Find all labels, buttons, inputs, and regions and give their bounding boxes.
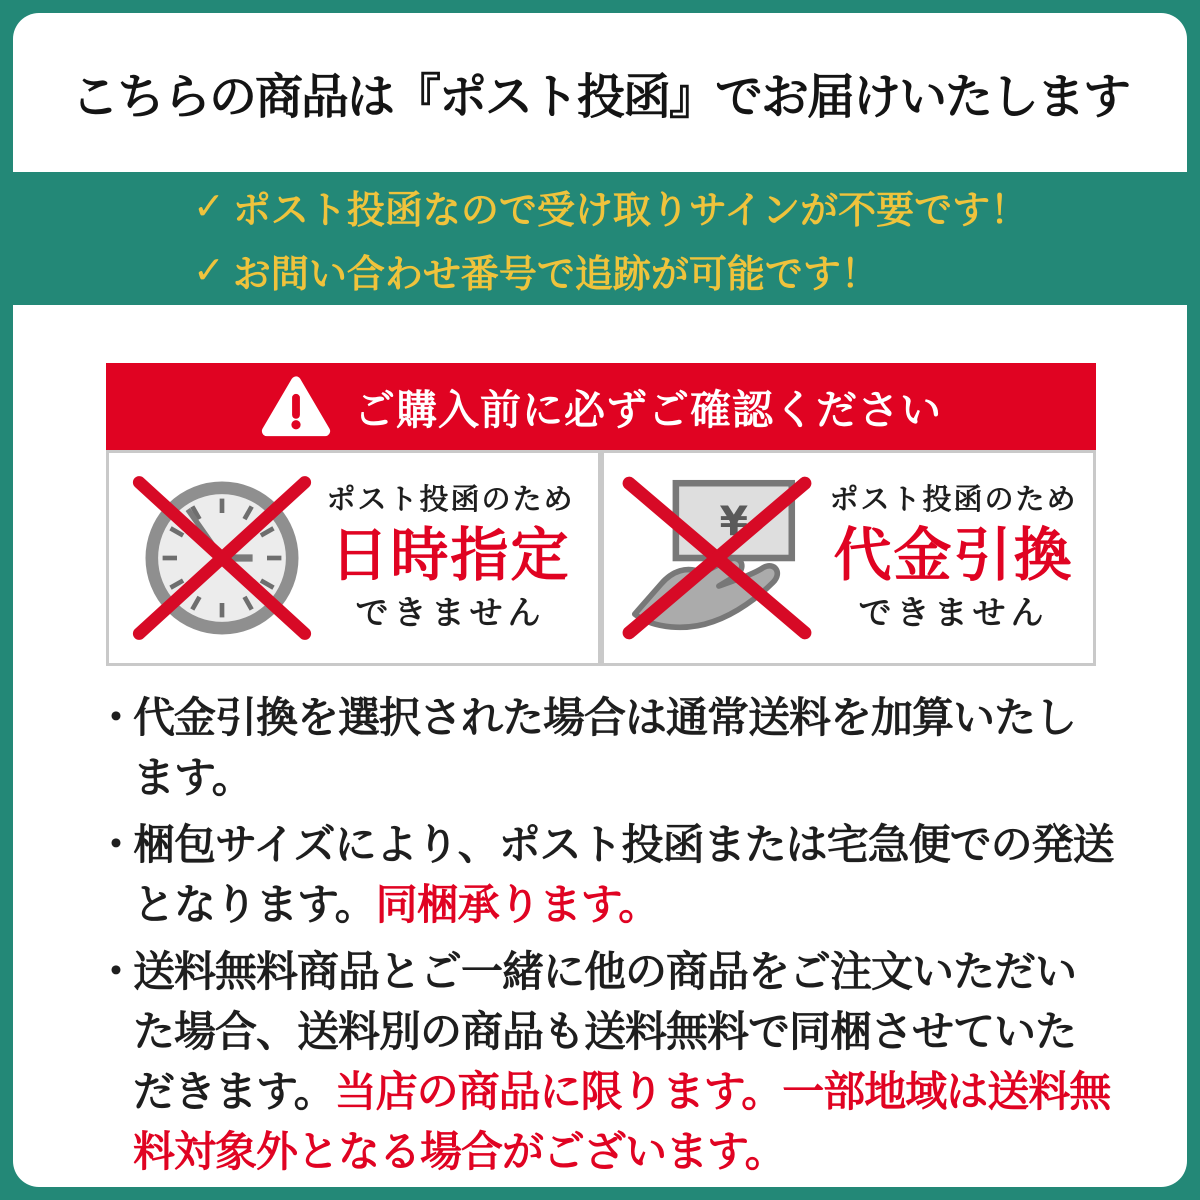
note-text: 代金引換を選択された場合は通常送料を加算いたします。 (133, 694, 1077, 801)
note-text: 梱包サイズにより、ポスト投函または宅急便での発送となります。 (133, 821, 1114, 928)
panel-reason: ポスト投函のため (829, 484, 1078, 517)
panel-no-cod (598, 453, 1093, 663)
title-section (13, 13, 1187, 172)
warning-header (106, 363, 1096, 450)
banner-line-no-signature (193, 179, 1200, 234)
clock-icon (132, 468, 312, 648)
panel-no-datetime (109, 453, 598, 663)
panel-reason: ポスト投函のため (326, 484, 575, 517)
bullet-icon: ・ (95, 948, 137, 995)
banner-line-tracking (193, 243, 1200, 298)
banner-text: ポスト投函なので受け取りサインが不要です！ (232, 190, 1029, 232)
list-item (95, 815, 1116, 935)
restriction-panels (106, 450, 1096, 666)
banner-text: お問い合わせ番号で追跡が可能です！ (232, 254, 879, 296)
benefits-banner (0, 172, 1200, 305)
bullet-icon: ・ (95, 694, 137, 741)
panel-restriction: 代金引換 (833, 523, 1074, 589)
check-icon: ✓ (193, 186, 225, 228)
notes-list (95, 688, 1116, 1189)
panel-text (829, 484, 1077, 632)
warning-triangle-icon (260, 375, 332, 439)
check-icon: ✓ (193, 250, 225, 292)
warning-header-text: ご購入前に必ずご確認ください (354, 387, 942, 433)
panel-text (326, 484, 574, 632)
panel-restriction: 日時指定 (330, 523, 571, 589)
cash-on-delivery-icon (619, 472, 815, 644)
bullet-icon: ・ (95, 821, 137, 868)
list-item (95, 688, 1116, 808)
page-title: こちらの商品は『ポスト投函』でお届けいたします (70, 71, 1129, 124)
details-section (13, 305, 1187, 1187)
list-item (95, 942, 1116, 1182)
note-text-emphasis: 当店の商品に限ります。一部地域は送料無料対象外となる場合がございます。 (133, 1068, 1111, 1175)
note-text-emphasis: 同梱承ります。 (375, 881, 660, 928)
yen-symbol: ¥ (719, 497, 749, 546)
panel-unavailable: できません (858, 594, 1049, 632)
note-text: 送料無料商品とご一緒に他の商品をご注文いただいた場合、送料別の商品も送料無料で同梱させていただきます。 (133, 948, 1077, 1115)
panel-unavailable: できません (355, 594, 546, 632)
